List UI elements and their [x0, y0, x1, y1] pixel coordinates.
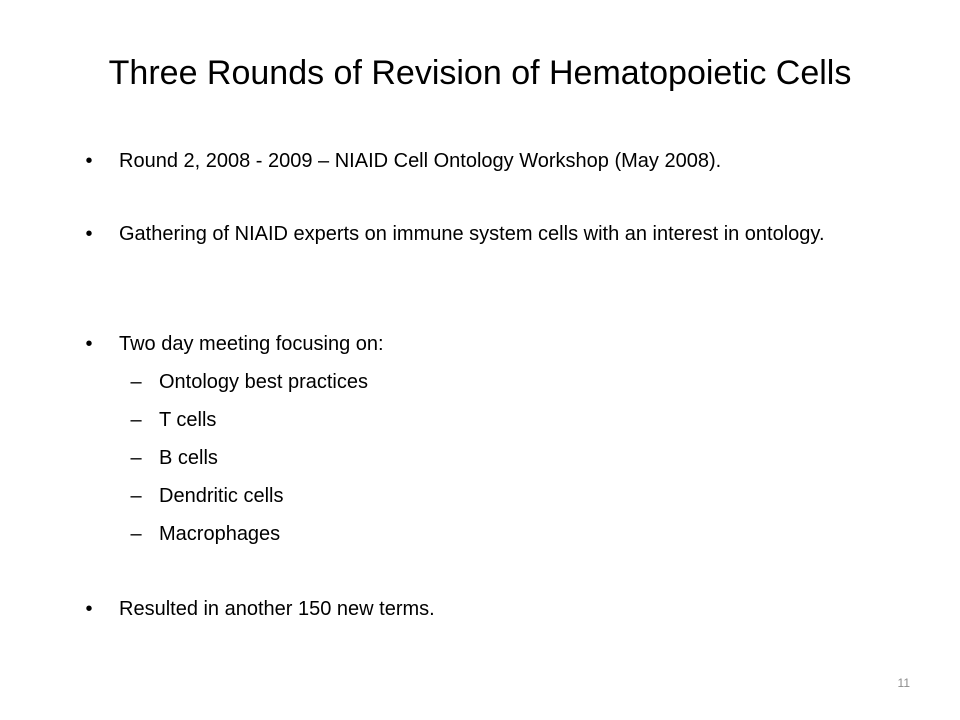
sub-bullet-text: B cells [159, 447, 218, 469]
sub-bullet-item [130, 367, 859, 397]
bullet-text: Round 2, 2008 - 2009 – NIAID Cell Ontology Workshop (May 2008). [119, 150, 722, 172]
bullet-text: Gathering of NIAID experts on immune system cells with an interest in ontology. [119, 223, 825, 245]
bullet-marker: • [85, 150, 93, 172]
sub-bullet-text: T cells [159, 409, 217, 431]
bullet-item [85, 219, 889, 249]
sub-bullet-item [130, 405, 859, 435]
slide-title: Three Rounds of Revision of Hematopoietic Cells [108, 54, 852, 92]
sub-bullet-item [130, 481, 859, 511]
page-number: 11 [897, 676, 910, 690]
sub-bullet-marker: – [130, 485, 142, 507]
sub-bullet-marker: – [130, 409, 142, 431]
sub-bullet-item [130, 519, 859, 549]
sub-bullet-marker: – [130, 523, 142, 545]
sub-bullet-text: Ontology best practices [159, 371, 368, 393]
bullet-item [85, 329, 889, 359]
bullet-marker: • [85, 333, 93, 355]
bullet-marker: • [85, 223, 93, 245]
bullet-item [85, 594, 889, 624]
bullet-text: Resulted in another 150 new terms. [119, 598, 435, 620]
sub-bullet-item [130, 443, 859, 473]
sub-bullet-marker: – [130, 371, 142, 393]
sub-bullet-text: Dendritic cells [159, 485, 284, 507]
sub-bullet-marker: – [130, 447, 142, 469]
sub-bullet-text: Macrophages [159, 523, 281, 545]
bullet-text: Two day meeting focusing on: [119, 333, 384, 355]
bullet-item [85, 146, 889, 176]
bullet-marker: • [85, 598, 93, 620]
